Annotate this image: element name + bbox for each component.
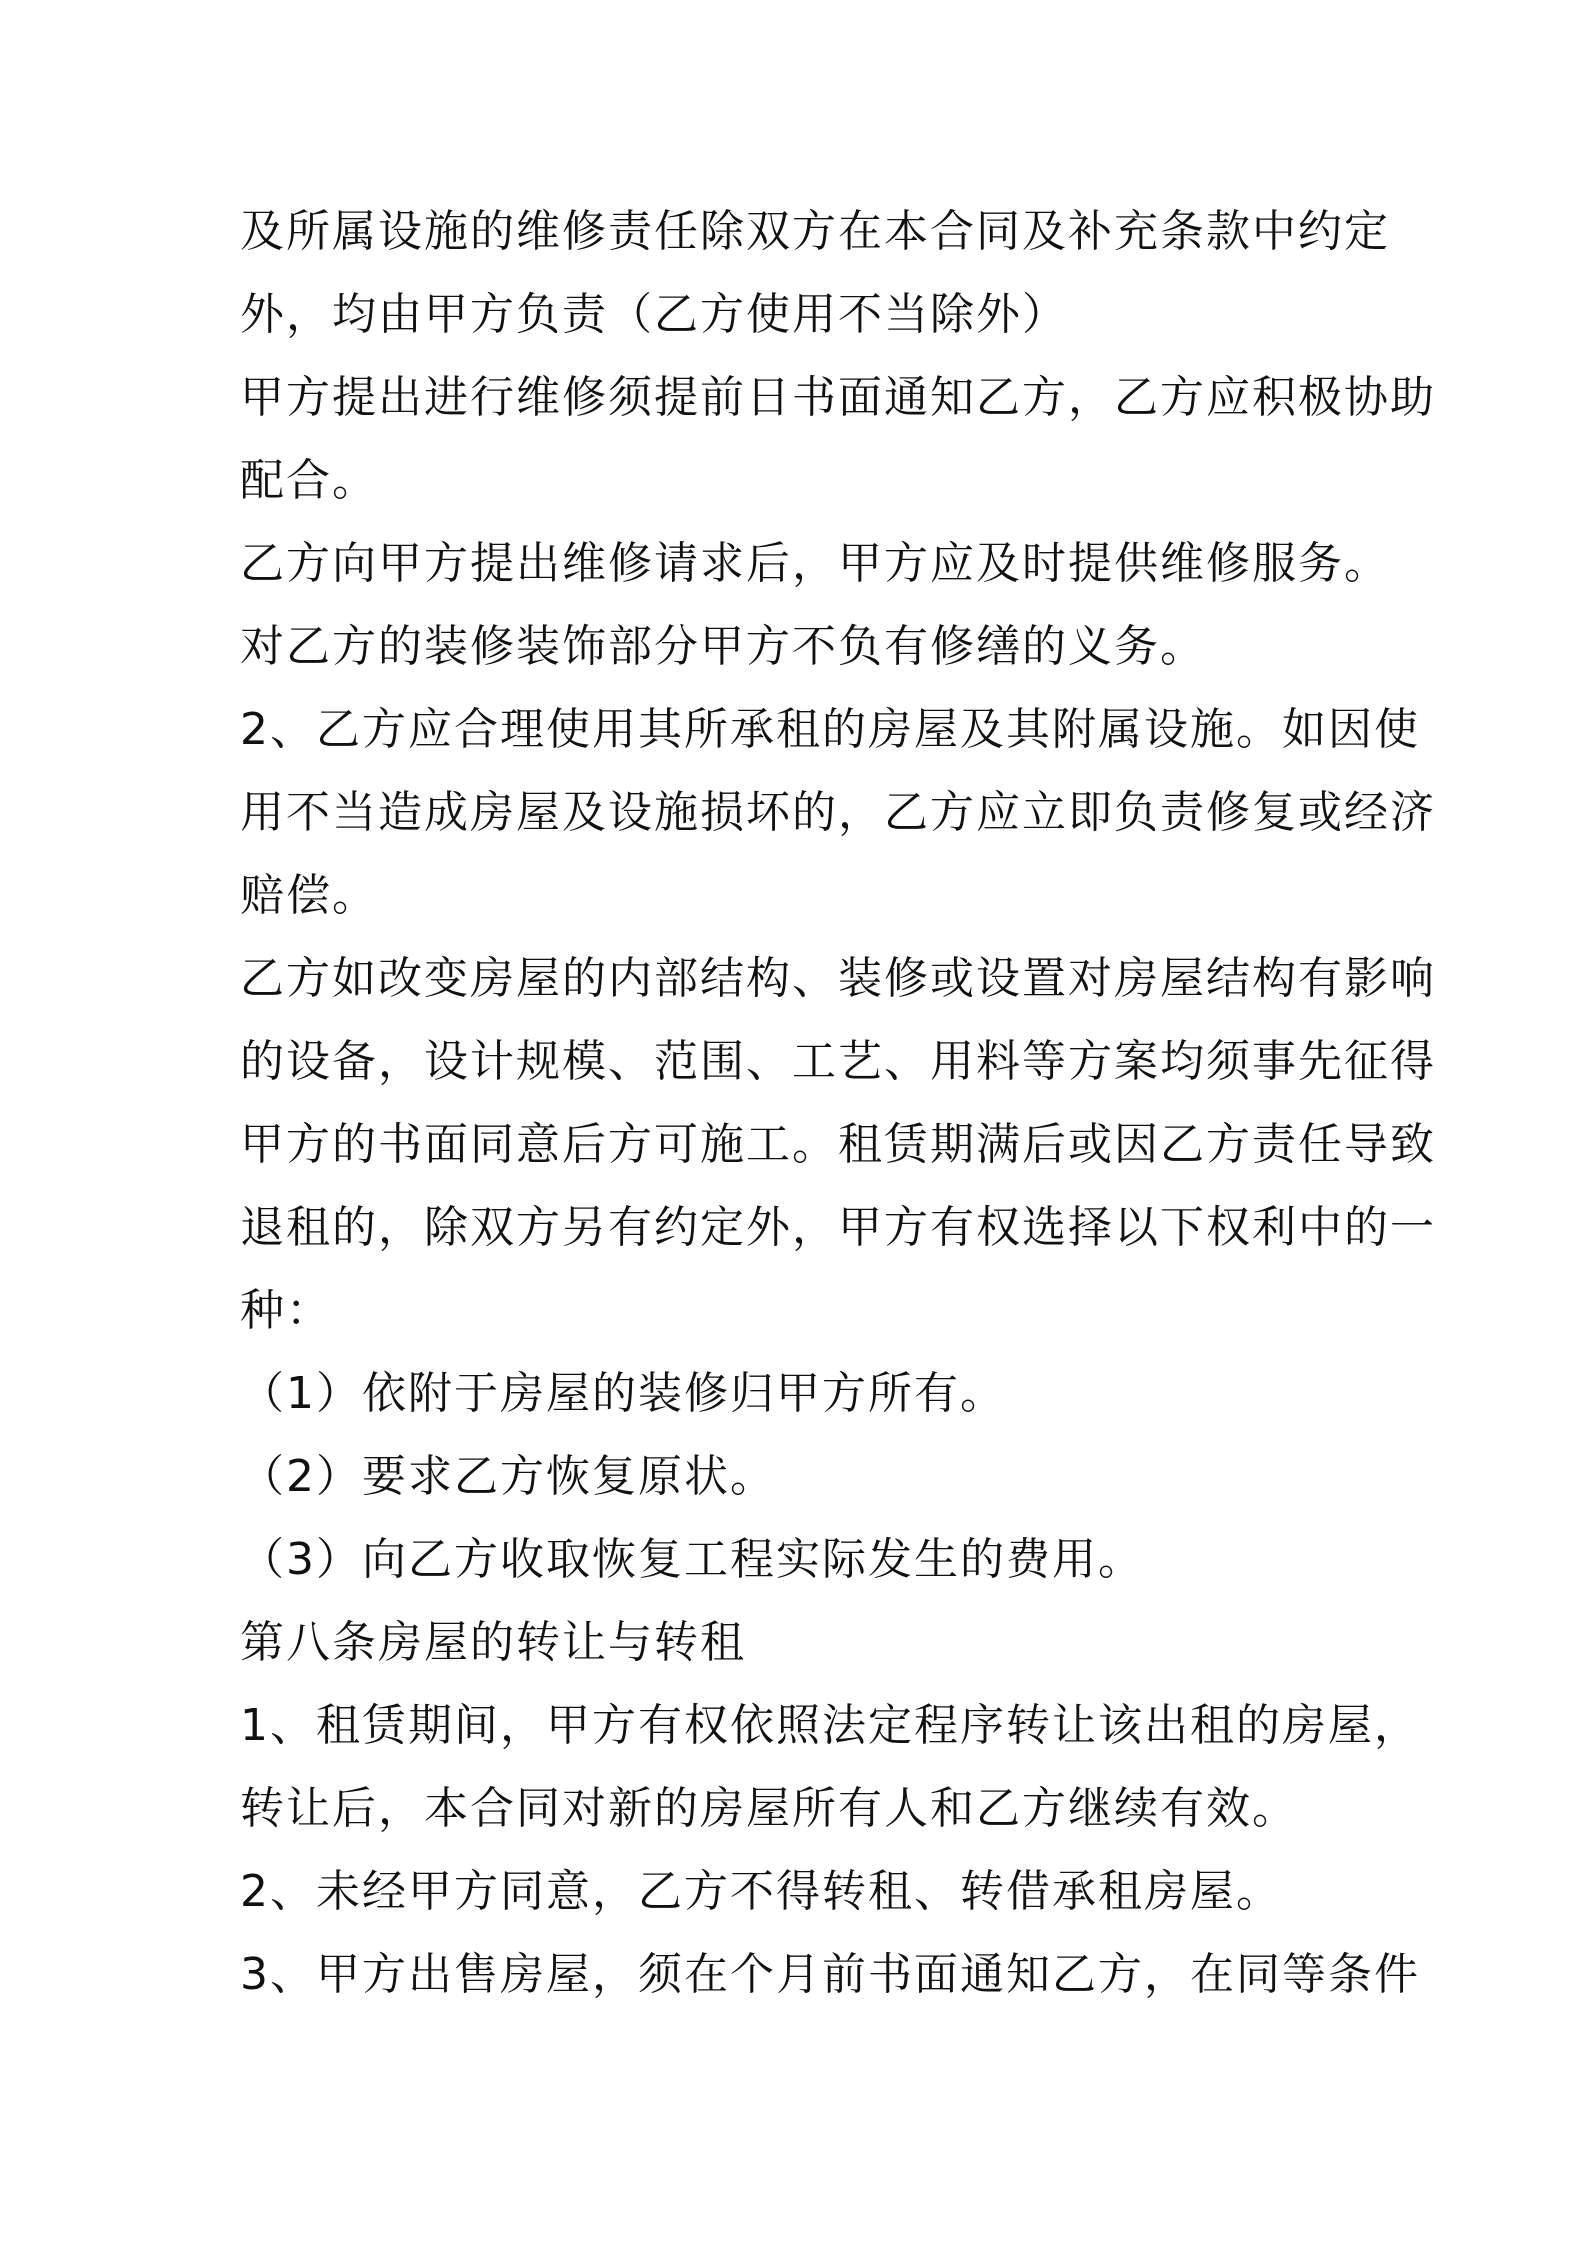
text-line: 种： xyxy=(240,1285,332,1336)
text-line: 用不当造成房屋及设施损坏的，乙方应立即负责修复或经济 xyxy=(240,787,1436,838)
list-item: （3）向乙方收取恢复工程实际发生的费用。 xyxy=(240,1534,1144,1585)
text-line: 3、甲方出售房屋，须在个月前书面通知乙方，在同等条件 xyxy=(240,1949,1420,2000)
section-heading: 第八条房屋的转让与转租 xyxy=(240,1617,746,1668)
text-line: 的设备，设计规模、范围、工艺、用料等方案均须事先征得 xyxy=(240,1036,1436,1087)
text-line: 乙方向甲方提出维修请求后，甲方应及时提供维修服务。 xyxy=(240,538,1390,589)
text-line: 2、未经甲方同意，乙方不得转租、转借承租房屋。 xyxy=(240,1866,1282,1917)
text-line: 甲方提出进行维修须提前日书面通知乙方，乙方应积极协助 xyxy=(240,372,1436,423)
text-line: 转让后，本合同对新的房屋所有人和乙方继续有效。 xyxy=(240,1783,1298,1834)
text-line: 配合。 xyxy=(240,455,378,506)
text-line: 赔偿。 xyxy=(240,870,378,921)
list-item: （1）依附于房屋的装修归甲方所有。 xyxy=(240,1368,1006,1419)
text-line: 1、租赁期间，甲方有权依照法定程序转让该出租的房屋， xyxy=(240,1700,1420,1751)
text-line: 2、乙方应合理使用其所承租的房屋及其附属设施。如因使 xyxy=(240,704,1420,755)
text-line: 及所属设施的维修责任除双方在本合同及补充条款中约定 xyxy=(240,206,1390,257)
text-line: 退租的，除双方另有约定外，甲方有权选择以下权利中的一 xyxy=(240,1202,1436,1253)
text-line: 外，均由甲方负责（乙方使用不当除外） xyxy=(240,289,1068,340)
text-line: 乙方如改变房屋的内部结构、装修或设置对房屋结构有影响 xyxy=(240,953,1436,1004)
text-line: 对乙方的装修装饰部分甲方不负有修缮的义务。 xyxy=(240,621,1206,672)
list-item: （2）要求乙方恢复原状。 xyxy=(240,1451,776,1502)
text-line: 甲方的书面同意后方可施工。租赁期满后或因乙方责任导致 xyxy=(240,1119,1436,1170)
document-body xyxy=(240,190,1436,2016)
